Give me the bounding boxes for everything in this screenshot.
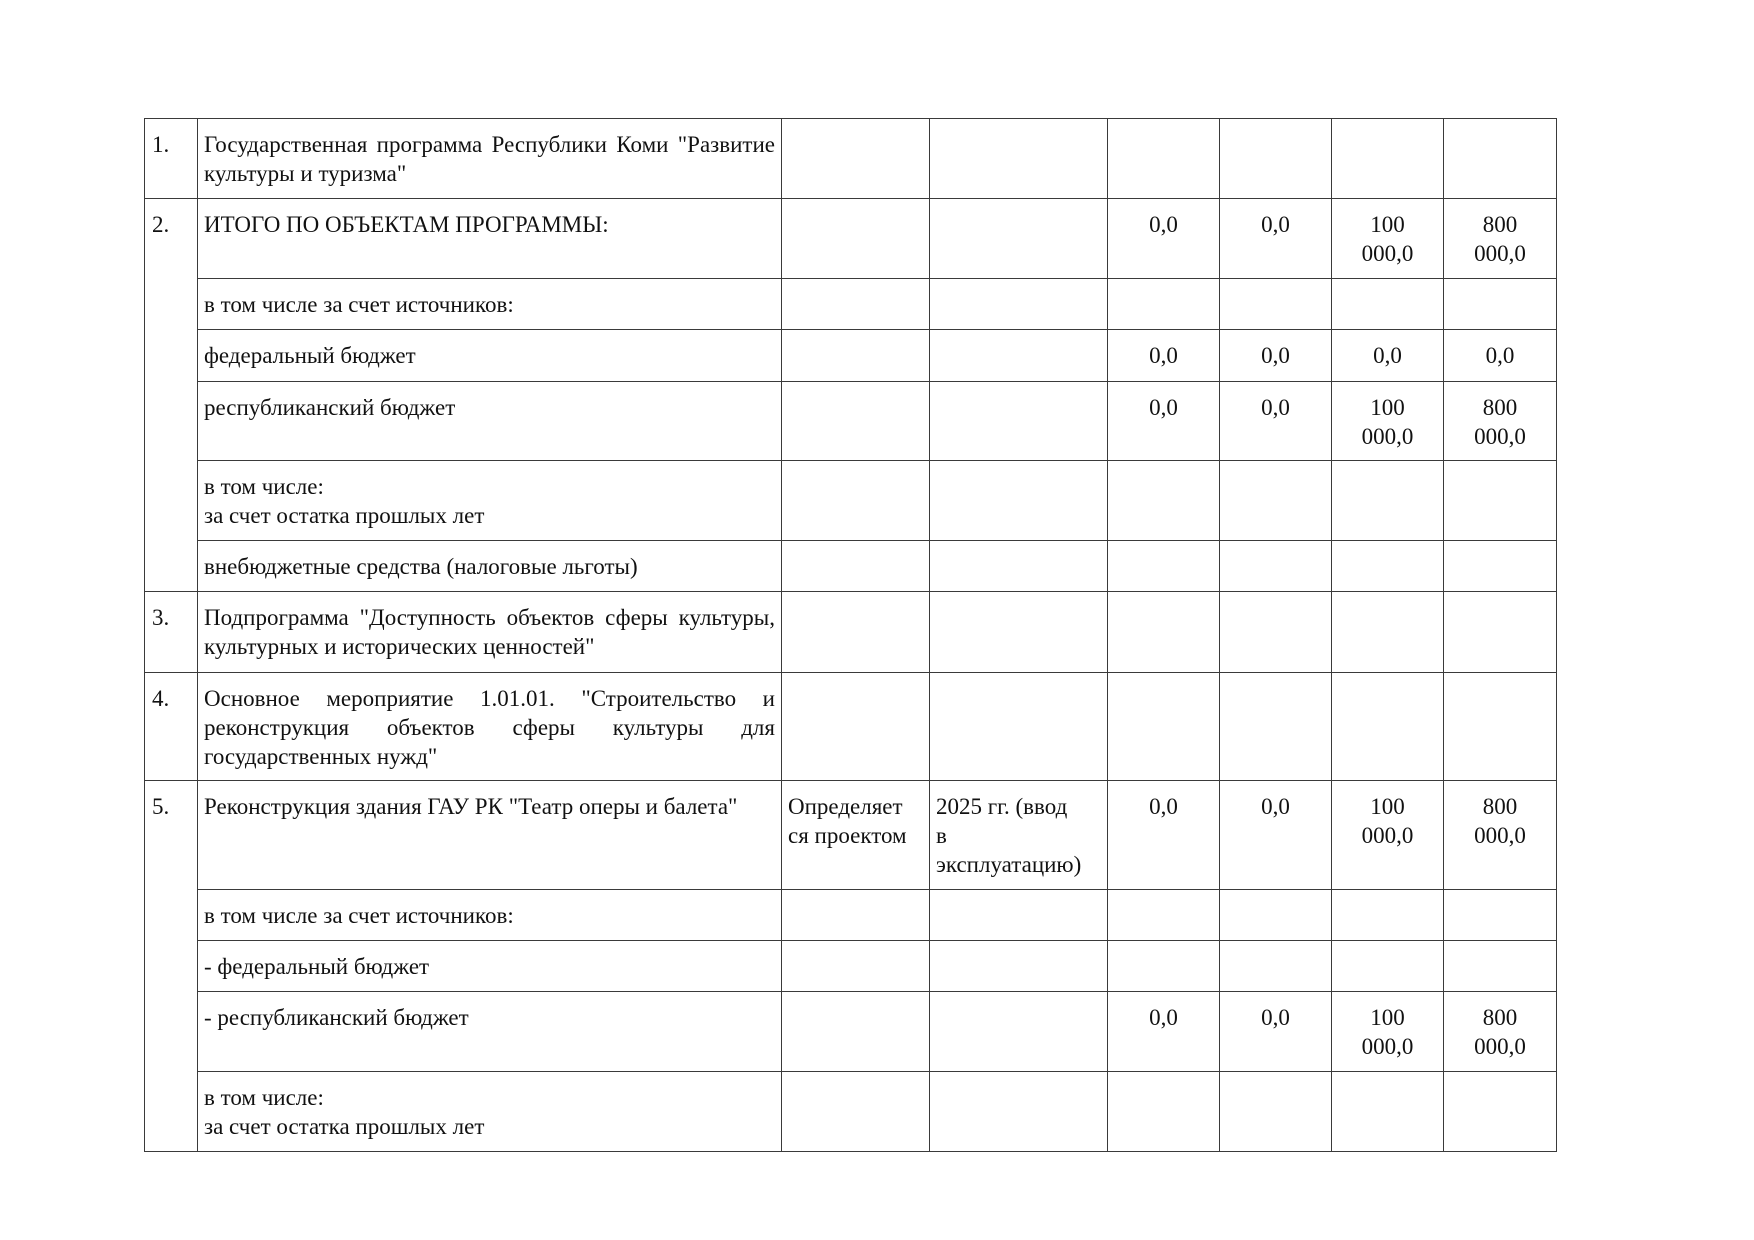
cell-value (1332, 541, 1444, 592)
cell-value (1332, 890, 1444, 941)
row-number (145, 279, 198, 330)
cell-value: 0,0 (1444, 330, 1557, 382)
cell-value (1332, 382, 1444, 461)
cell-value (1108, 279, 1220, 330)
value-line: 000,0 (1361, 823, 1414, 848)
cell-period (930, 941, 1108, 992)
row-number (145, 890, 198, 941)
row-number: 4. (145, 673, 198, 781)
row-title-line: в том числе: (204, 474, 324, 499)
table-row (145, 382, 1557, 461)
cell-value: 0,0 (1108, 382, 1220, 461)
cell-value (1332, 592, 1444, 673)
cell-value (1332, 941, 1444, 992)
cell-value (1108, 673, 1220, 781)
value-line: 100 (1370, 395, 1405, 420)
cell-value (1220, 119, 1332, 199)
cell-capacity (782, 541, 930, 592)
cell-capacity (782, 199, 930, 279)
cell-value (1444, 119, 1557, 199)
cell-capacity (782, 330, 930, 382)
cell-value: 0,0 (1108, 330, 1220, 382)
cell-capacity (782, 673, 930, 781)
capacity-line: ся проектом (788, 823, 907, 848)
table-row (145, 781, 1557, 890)
cell-value (1220, 1072, 1332, 1152)
value-line: 000,0 (1474, 823, 1526, 848)
row-number: 1. (145, 119, 198, 199)
cell-value: 0,0 (1220, 781, 1332, 890)
row-title-line: за счет остатка прошлых лет (204, 1114, 485, 1139)
cell-capacity (782, 382, 930, 461)
period-line: эксплуатацию) (936, 852, 1082, 877)
cell-value (1444, 673, 1557, 781)
cell-period (930, 992, 1108, 1072)
value-line: 000,0 (1361, 241, 1414, 266)
row-number (145, 541, 198, 592)
table-row (145, 119, 1557, 199)
cell-value (1444, 592, 1557, 673)
value-line: 000,0 (1361, 424, 1414, 449)
cell-value: 0,0 (1108, 992, 1220, 1072)
value-line: 000,0 (1474, 241, 1526, 266)
row-title: в том числе за счет источников: (198, 890, 782, 941)
value-line: 800 (1482, 212, 1518, 237)
cell-capacity (782, 1072, 930, 1152)
cell-capacity (782, 941, 930, 992)
cell-value (1332, 199, 1444, 279)
cell-value: 0,0 (1220, 992, 1332, 1072)
value-line: 800 (1482, 1005, 1518, 1030)
cell-value (1108, 541, 1220, 592)
value-line: 100 (1370, 212, 1405, 237)
cell-period (930, 279, 1108, 330)
cell-period (930, 592, 1108, 673)
cell-value (1332, 781, 1444, 890)
cell-capacity (782, 890, 930, 941)
cell-capacity (782, 992, 930, 1072)
row-title: ИТОГО ПО ОБЪЕКТАМ ПРОГРАММЫ: (198, 199, 782, 279)
cell-value (1444, 941, 1557, 992)
row-number (145, 330, 198, 382)
row-title: Подпрограмма "Доступность объектов сферы культуры, культурных и исторических ценностей" (198, 592, 782, 673)
row-number (145, 1072, 198, 1152)
cell-value: 0,0 (1332, 330, 1444, 382)
row-title: Основное мероприятие 1.01.01. "Строительство и реконструкция объектов сферы культуры для государственных нужд" (198, 673, 782, 781)
cell-value: 0,0 (1220, 199, 1332, 279)
cell-capacity (782, 781, 930, 890)
cell-value (1220, 890, 1332, 941)
cell-value (1444, 382, 1557, 461)
table-row (145, 1072, 1557, 1152)
cell-capacity (782, 279, 930, 330)
table-row (145, 541, 1557, 592)
cell-value (1332, 673, 1444, 781)
cell-value (1444, 1072, 1557, 1152)
table-row (145, 461, 1557, 541)
cell-period (930, 1072, 1108, 1152)
cell-value (1108, 119, 1220, 199)
value-line: 100 (1370, 1005, 1405, 1030)
cell-value (1108, 890, 1220, 941)
table-row (145, 279, 1557, 330)
row-number (145, 461, 198, 541)
cell-period (930, 890, 1108, 941)
cell-value (1444, 992, 1557, 1072)
row-title: в том числе за счет источников: (198, 279, 782, 330)
cell-value: 0,0 (1108, 199, 1220, 279)
cell-value (1332, 461, 1444, 541)
row-title: федеральный бюджет (198, 330, 782, 382)
cell-capacity (782, 461, 930, 541)
cell-value (1220, 592, 1332, 673)
cell-capacity (782, 119, 930, 199)
table-row (145, 592, 1557, 673)
value-line: 000,0 (1474, 1034, 1526, 1059)
cell-value: 0,0 (1220, 330, 1332, 382)
period-line: 2025 гг. (ввод (936, 794, 1068, 819)
cell-value: 0,0 (1220, 382, 1332, 461)
cell-period (930, 781, 1108, 890)
row-title-line: в том числе: (204, 1085, 324, 1110)
row-title (198, 461, 782, 541)
budget-table (144, 118, 1557, 1152)
value-line: 100 (1370, 794, 1405, 819)
table-row (145, 890, 1557, 941)
cell-value (1108, 461, 1220, 541)
cell-value (1108, 1072, 1220, 1152)
cell-value (1332, 119, 1444, 199)
cell-period (930, 330, 1108, 382)
cell-value (1220, 673, 1332, 781)
cell-value (1444, 199, 1557, 279)
row-title-line: за счет остатка прошлых лет (204, 503, 485, 528)
row-title: - республиканский бюджет (198, 992, 782, 1072)
row-number (145, 382, 198, 461)
capacity-line: Определяет (788, 794, 903, 819)
cell-value (1332, 992, 1444, 1072)
table-row (145, 941, 1557, 992)
cell-value (1332, 279, 1444, 330)
cell-capacity (782, 592, 930, 673)
cell-period (930, 673, 1108, 781)
cell-period (930, 382, 1108, 461)
table-row (145, 330, 1557, 382)
value-line: 000,0 (1361, 1034, 1414, 1059)
cell-period (930, 119, 1108, 199)
cell-period (930, 461, 1108, 541)
row-number (145, 941, 198, 992)
cell-value (1332, 1072, 1444, 1152)
table-row (145, 199, 1557, 279)
cell-value (1444, 541, 1557, 592)
row-title: внебюджетные средства (налоговые льготы) (198, 541, 782, 592)
table-row (145, 992, 1557, 1072)
row-title: Реконструкция здания ГАУ РК "Театр оперы и балета" (198, 781, 782, 890)
cell-period (930, 199, 1108, 279)
cell-value (1220, 279, 1332, 330)
cell-value (1444, 461, 1557, 541)
cell-value (1444, 279, 1557, 330)
cell-value (1220, 541, 1332, 592)
cell-value (1220, 941, 1332, 992)
cell-period (930, 541, 1108, 592)
value-line: 800 (1482, 395, 1518, 420)
cell-value (1444, 890, 1557, 941)
row-title: - федеральный бюджет (198, 941, 782, 992)
row-number: 2. (145, 199, 198, 279)
row-number: 5. (145, 781, 198, 890)
row-number (145, 992, 198, 1072)
cell-value (1108, 592, 1220, 673)
value-line: 000,0 (1474, 424, 1526, 449)
row-title: Государственная программа Республики Коми "Развитие культуры и туризма" (198, 119, 782, 199)
value-line: 800 (1482, 794, 1518, 819)
cell-value: 0,0 (1108, 781, 1220, 890)
row-title: республиканский бюджет (198, 382, 782, 461)
cell-value (1108, 941, 1220, 992)
table-row (145, 673, 1557, 781)
cell-value (1220, 461, 1332, 541)
row-number: 3. (145, 592, 198, 673)
cell-value (1444, 781, 1557, 890)
period-line: в (936, 823, 947, 848)
row-title (198, 1072, 782, 1152)
